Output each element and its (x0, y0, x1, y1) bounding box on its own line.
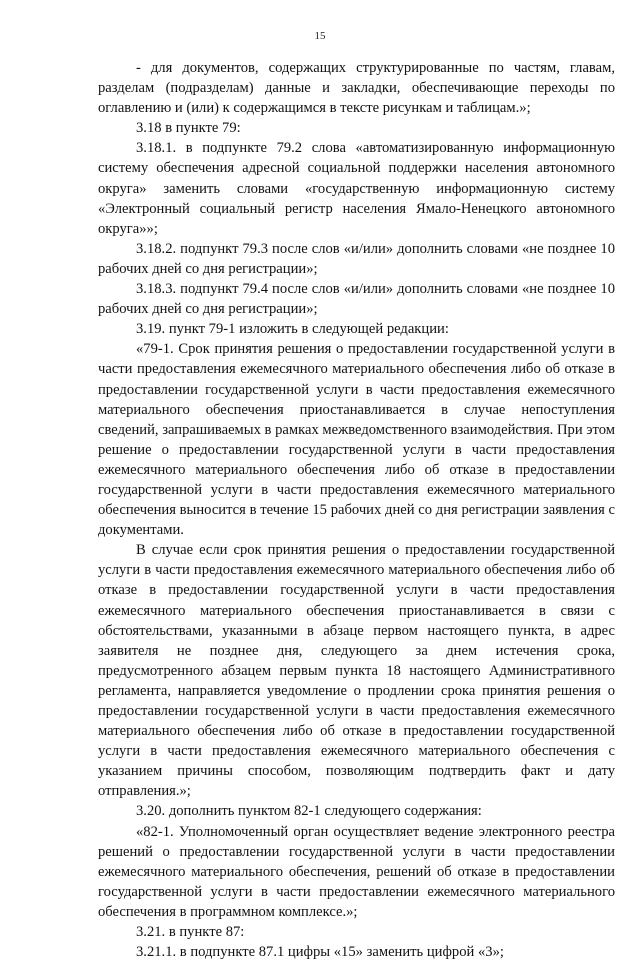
paragraph: «79-1. Срок принятия решения о предоставлении государственной услуги в части предоставления ежемесячного материального обеспечения либо об отказе в предоставлении государственной услуги в части предоставления ежемесячного материального обеспечения приостанавливается в случае непоступления сведений, запрашиваемых в рамках межведомственного взаимодействия. При этом решение о предоставлении государственной услуги в части предоставления ежемесячного материального обеспечения либо об отказе в предоставлении государственной услуги в части предоставления ежемесячного материального обеспечения выносится в течение 15 рабочих дней со дня регистрации заявления с документами. (98, 341, 615, 539)
paragraph: 3.18.1. в подпункте 79.2 слова «автоматизированную информационную систему обеспечения адресной социальной поддержки населения автономного округа» заменить словами «государственную информационную систему «Электронный социальный регистр населения Ямало-Ненецкого автономного округа»»; (98, 140, 615, 237)
paragraph: 3.21. в пункте 87: (136, 924, 245, 941)
paragraph: «82-1. Уполномоченный орган осуществляет ведение электронного реестра решений о предоставлении государственной услуги в части предоставлении ежемесячного материального обеспечения, решений об отказе в предоставлении государственной услуги в части предоставлении ежемесячного материального обеспечения в программном комплексе.»; (98, 823, 615, 920)
paragraph: 3.18.2. подпункт 79.3 после слов «и/или» дополнить словами «не позднее 10 рабочих дней со дня регистрации»; (98, 240, 615, 277)
paragraph: 3.18 в пункте 79: (136, 120, 241, 137)
document-body (98, 58, 615, 962)
paragraph: - для документов, содержащих структурированные по частям, главам, разделам (подразделам) данные и закладки, обеспечивающие переходы по оглавлению и (или) к содержащимся в тексте рисункам и таблицам.»; (98, 60, 615, 117)
paragraph: 3.18.3. подпункт 79.4 после слов «и/или» дополнить словами «не позднее 10 рабочих дней со дня регистрации»; (98, 281, 615, 318)
paragraph: В случае если срок принятия решения о предоставлении государственной услуги в части предоставления ежемесячного материального обеспечения либо об отказе в предоставлении государственной услуги в части предоставления ежемесячного материального обеспечения приостанавливается в связи с обстоятельствами, указанными в абзаце первом настоящего пункта, в адрес заявителя не позднее дня, следующего за днем истечения срока, предусмотренного абзацем первым пункта 18 настоящего Административного регламента, направляется уведомление о продлении срока принятия решения о предоставлении государственной услуги в части предоставления ежемесячного материального обеспечения либо об отказе в предоставлении государственной услуги в части предоставления ежемесячного материального обеспечения с указанием причины способом, позволяющим подтвердить факт и дату отправления.»; (98, 542, 615, 800)
page-number: 15 (314, 30, 326, 42)
paragraph: 3.19. пункт 79-1 изложить в следующей редакции: (136, 321, 449, 338)
paragraph: 3.21.1. в подпункте 87.1 цифры «15» заменить цифрой «3»; (136, 944, 504, 961)
paragraph: 3.20. дополнить пунктом 82-1 следующего содержания: (136, 803, 482, 820)
